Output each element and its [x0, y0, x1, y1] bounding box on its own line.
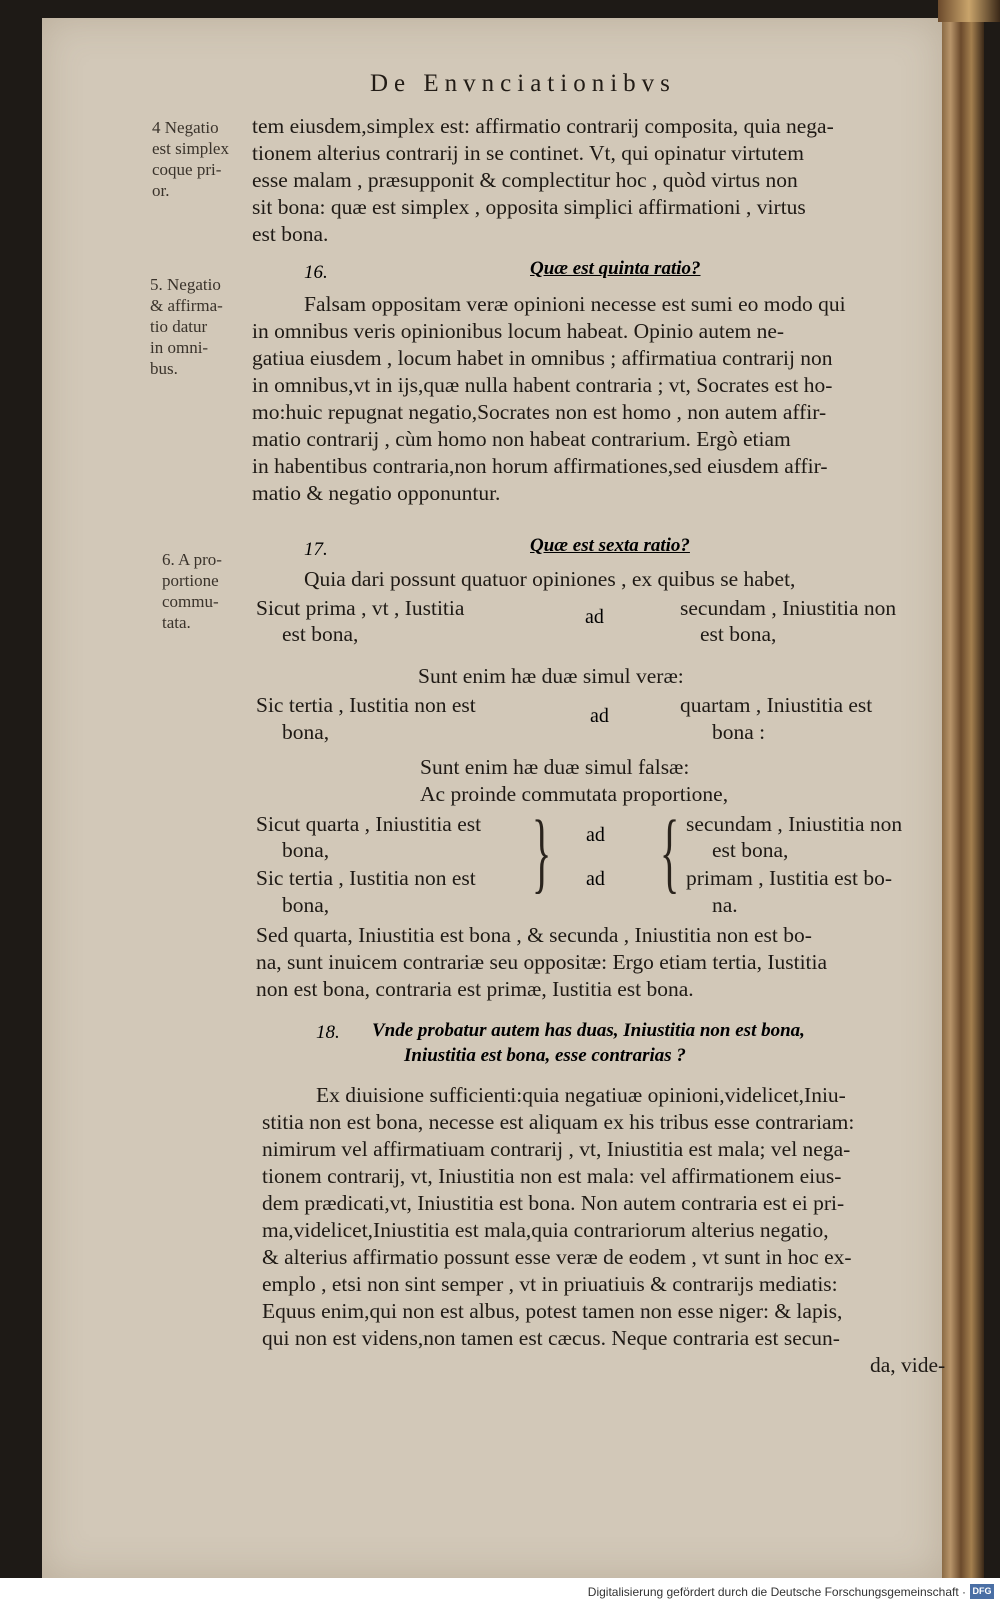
ad-label: ad	[586, 868, 605, 890]
text-line: secundam , Iniustitia non	[686, 812, 903, 836]
text-line: tionem contrarij, vt, Iniustitia non est mala: vel affirmationem eius-	[262, 1164, 842, 1188]
text-line: emplo , etsi non sint semper , vt in priuatiuis & contrarijs mediatis:	[262, 1272, 838, 1296]
text-line: & alterius affirmatio possunt esse veræ de eodem , vt sunt in hoc ex-	[262, 1245, 852, 1269]
text-line: Sunt enim hæ duæ simul veræ:	[418, 664, 684, 688]
text-line: Sunt enim hæ duæ simul falsæ:	[420, 755, 690, 779]
text-line: sit bona: quæ est simplex , opposita simplici affirmationi , virtus	[252, 195, 806, 219]
margin-note-line: est simplex	[152, 139, 229, 158]
margin-note-4	[152, 117, 229, 201]
running-title: De Envnciationibvs	[370, 70, 676, 97]
margin-note-6	[162, 549, 222, 633]
ad-label: ad	[586, 824, 605, 846]
text-line: gatiua eiusdem , locum habet in omnibus ; affirmatiua contrarij non	[252, 346, 833, 370]
text-line: est bona,	[712, 838, 789, 862]
text-line: in omnibus veris opinionibus locum habeat. Opinio autem ne-	[252, 319, 785, 343]
text-line: Sic tertia , Iustitia non est	[256, 693, 476, 717]
text-line: Ex diuisione sufficienti:quia negatiuæ opinioni,videlicet,Iniu-	[316, 1083, 846, 1107]
text-line: bona,	[282, 838, 330, 862]
margin-note-line: & affirma-	[150, 296, 223, 315]
text-line: Sicut prima , vt , Iustitia	[256, 596, 465, 620]
margin-note-line: bus.	[150, 359, 178, 378]
margin-note-5	[150, 274, 223, 379]
margin-note-line: 5. Negatio	[150, 275, 221, 294]
section-number: 18.	[316, 1022, 340, 1043]
ad-label: ad	[585, 606, 604, 628]
margin-note-line: commu-	[162, 592, 219, 611]
margin-note-line: 6. A pro-	[162, 550, 222, 569]
dfg-logo: DFG	[970, 1584, 994, 1599]
ad-label: ad	[590, 705, 609, 727]
text-line: mo:huic repugnat negatio,Socrates non est homo , non autem affir-	[252, 400, 827, 424]
footer-bar	[0, 1578, 1000, 1606]
text-line: na.	[712, 893, 738, 917]
margin-note-line: tata.	[162, 613, 191, 632]
text-line: nimirum vel affirmatiuam contrarij , vt, Iniustitia est mala; vel nega-	[262, 1137, 851, 1161]
margin-note-line: or.	[152, 181, 170, 200]
text-line: da, vide-	[870, 1353, 946, 1377]
text-line: Sed quarta, Iniustitia est bona , & secunda , Iniustitia non est bo-	[256, 923, 812, 947]
section-question: Iniustitia est bona, esse contrarias ?	[404, 1045, 686, 1066]
text-line: tionem alterius contrarij in se continet. Vt, qui opinatur virtutem	[252, 141, 804, 165]
text-line: in omnibus,vt in ijs,quæ nulla habent contraria ; vt, Socrates est ho-	[252, 373, 833, 397]
section-number: 16.	[304, 262, 328, 283]
text-line: tem eiusdem,simplex est: affirmatio contrarij composita, quia nega-	[252, 114, 834, 138]
text-line: est bona.	[252, 222, 329, 246]
section-question: Quæ est sexta ratio?	[530, 535, 690, 556]
text-line: bona,	[282, 720, 330, 744]
margin-note-line: tio datur	[150, 317, 208, 336]
text-line: Ac proinde commutata proportione,	[420, 782, 729, 806]
text-line: stitia non est bona, necesse est aliquam ex his tribus esse contrariam:	[262, 1110, 855, 1134]
text-line: Equus enim,qui non est albus, potest tamen non esse niger: & lapis,	[262, 1299, 843, 1323]
text-line: bona :	[712, 720, 766, 744]
text-line: Quia dari possunt quatuor opiniones , ex quibus se habet,	[304, 567, 796, 591]
text-line: est bona,	[282, 622, 359, 646]
book-edge	[942, 18, 984, 1578]
section-question: Quæ est quinta ratio?	[530, 258, 701, 279]
text-line: matio & negatio opponuntur.	[252, 481, 501, 505]
text-line: na, sunt inuicem contrariæ seu oppositæ: Ergo etiam tertia, Iustitia	[256, 950, 828, 974]
right-brace: }	[531, 803, 552, 902]
text-line: matio contrarij , cùm homo non habeat contrarium. Ergò etiam	[252, 427, 791, 451]
text-line: quartam , Iniustitia est	[680, 693, 873, 717]
margin-note-line: 4 Negatio	[152, 118, 219, 137]
text-line: Falsam oppositam veræ opinioni necesse est sumi eo modo qui	[304, 292, 846, 316]
text-line: secundam , Iniustitia non	[680, 596, 897, 620]
margin-note-line: portione	[162, 571, 219, 590]
section-question: Vnde probatur autem has duas, Iniustitia non est bona,	[372, 1020, 805, 1041]
left-brace: {	[659, 803, 680, 902]
text-line: Sic tertia , Iustitia non est	[256, 866, 476, 890]
footer-credit: Digitalisierung gefördert durch die Deutsche Forschungsgemeinschaft ·	[587, 1585, 966, 1599]
book-edge-top	[938, 0, 1000, 22]
text-line: non est bona, contraria est primæ, Iustitia est bona.	[256, 977, 694, 1001]
text-line: Sicut quarta , Iniustitia est	[256, 812, 482, 836]
text-line: ma,videlicet,Iniustitia est mala,quia contrariorum alterius negatio,	[262, 1218, 829, 1242]
section-number: 17.	[304, 539, 328, 560]
text-line: qui non est videns,non tamen est cæcus. Neque contraria est secun-	[262, 1326, 840, 1350]
text-line: primam , Iustitia est bo-	[686, 866, 893, 890]
text-line: in habentibus contraria,non horum affirmationes,sed eiusdem affir-	[252, 454, 828, 478]
text-line: esse malam , præsupponit & complectitur hoc , quòd virtus non	[252, 168, 798, 192]
margin-note-line: coque pri-	[152, 160, 222, 179]
margin-note-line: in omni-	[150, 338, 209, 357]
text-line: bona,	[282, 893, 330, 917]
text-line: dem prædicati,vt, Iniustitia est bona. Non autem contraria est ei pri-	[262, 1191, 845, 1215]
text-line: est bona,	[700, 622, 777, 646]
